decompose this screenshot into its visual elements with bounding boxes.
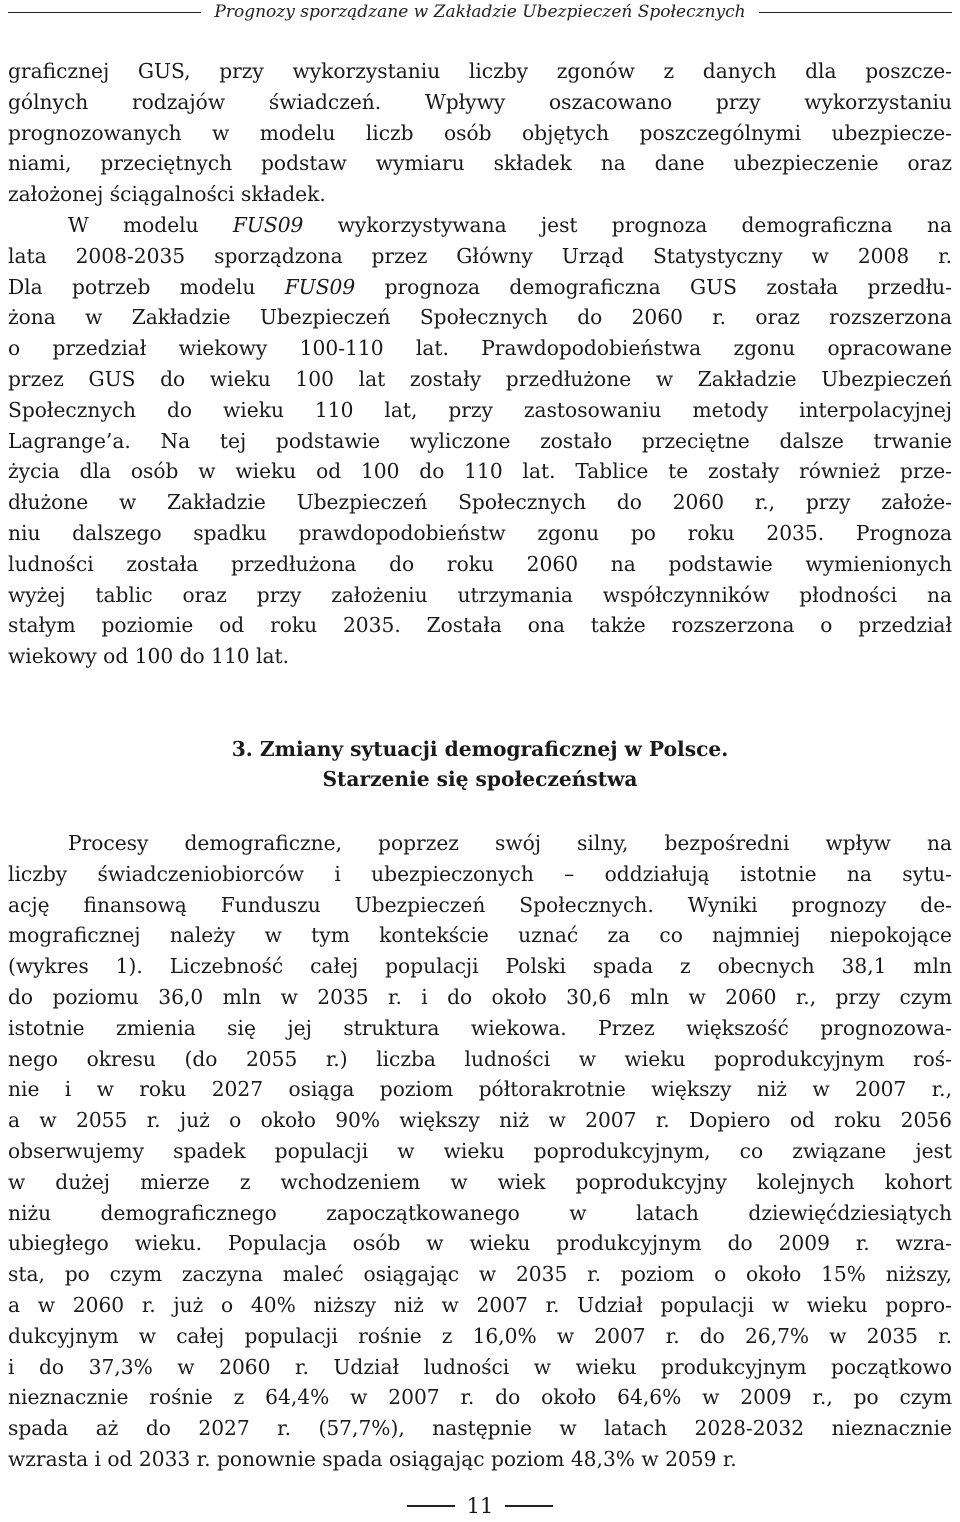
model-name: FUS09 bbox=[284, 274, 356, 299]
text-line: dłużone w Zakładzie Ubezpieczeń Społecznych do 2060 r., przy założe- bbox=[8, 490, 952, 515]
text-line: istotnie zmienia się jej struktura wiekowa. Przez większość prognozowa- bbox=[8, 1015, 952, 1040]
text-line: Procesy demograficzne, poprzez swój silny, bezpośredni wpływ na bbox=[68, 831, 952, 855]
page-number-value: 11 bbox=[466, 1494, 494, 1518]
text-line: liczby świadczeniobiorców i ubezpieczonych – oddziałują istotnie na sytu- bbox=[8, 861, 952, 886]
text-line: spada aż do 2027 r. (57,7%), następnie w latach 2028-2032 nieznacznie bbox=[8, 1416, 952, 1441]
page-number-dash-left bbox=[407, 1505, 455, 1507]
text-line: obserwujemy spadek populacji w wieku poprodukcyjnym, co związane jest bbox=[8, 1138, 952, 1163]
text-line: nie i w roku 2027 osiąga poziom półtorakrotnie większy niż w 2007 r., bbox=[8, 1077, 952, 1102]
text-block-bottom bbox=[8, 828, 952, 1475]
text-line: żona w Zakładzie Ubezpieczeń Społecznych do 2060 r. oraz rozszerzona bbox=[8, 305, 952, 330]
running-header bbox=[8, 0, 952, 24]
text-line: nieznacznie rośnie z 64,4% w 2007 r. do około 64,6% w 2009 r., po czym bbox=[8, 1385, 952, 1410]
text-line: do poziomu 36,0 mln w 2035 r. i do około 30,6 mln w 2060 r., przy czym bbox=[8, 984, 952, 1009]
model-name: FUS09 bbox=[232, 212, 304, 237]
header-rule-right bbox=[759, 12, 952, 13]
text-line: przez GUS do wieku 100 lat zostały przedłużone w Zakładzie Ubezpieczeń bbox=[8, 366, 952, 391]
text-line: lata 2008-2035 sporządzona przez Główny Urząd Statystyczny w 2008 r. bbox=[8, 243, 952, 268]
text-line: graficznej GUS, przy wykorzystaniu liczby zgonów z danych dla poszcze- bbox=[8, 59, 952, 83]
text-line: niu dalszego spadku prawdopodobieństw zgonu po roku 2035. Prognoza bbox=[8, 520, 952, 545]
text-line: nego okresu (do 2055 r.) liczba ludności w wieku poprodukcyjnym roś- bbox=[8, 1046, 952, 1071]
section-heading bbox=[0, 734, 960, 794]
text-line: stałym poziomie od roku 2035. Została ona także rozszerzona o przedział bbox=[8, 613, 952, 638]
section-title: 3. Zmiany sytuacji demograficznej w Polsce. bbox=[231, 737, 729, 761]
header-rule-left bbox=[8, 12, 201, 13]
text-line: Społecznych do wieku 110 lat, przy zastosowaniu metody interpolacyjnej bbox=[8, 397, 952, 422]
text-line: dukcyjnym w całej populacji rośnie z 16,0% w 2007 r. do 26,7% w 2035 r. bbox=[8, 1323, 952, 1348]
page-number bbox=[0, 1494, 960, 1518]
text-line: gólnych rodzajów świadczeń. Wpływy oszacowano przy wykorzystaniu bbox=[8, 89, 952, 114]
text-line: niżu demograficznego zapoczątkowanego w latach dziewięćdziesiątych bbox=[8, 1200, 952, 1225]
text-line: Dla potrzeb modelu FUS09 prognoza demograficzna GUS została przedłu- bbox=[8, 274, 952, 299]
text-line: i do 37,3% w 2060 r. Udział ludności w wieku produkcyjnym początkowo bbox=[8, 1354, 952, 1379]
paragraph-methodology bbox=[8, 56, 952, 210]
text-line: niami, przeciętnych podstaw wymiaru składek na dane ubezpieczenie oraz bbox=[8, 151, 952, 176]
text-line: prognozowanych w modelu liczb osób objętych poszczególnymi ubezpiecze- bbox=[8, 120, 952, 145]
text-line: wzrasta i od 2033 r. ponownie spada osiągając poziom 48,3% w 2059 r. bbox=[8, 1446, 737, 1471]
text-line: ubiegłego wieku. Populacja osób w wieku produkcyjnym do 2009 r. wzra- bbox=[8, 1231, 952, 1256]
text-line: ludności została przedłużona do roku 2060 na podstawie wymienionych bbox=[8, 551, 952, 576]
text-line: mograficznej należy w tym kontekście uznać za co najmniej niepokojące bbox=[8, 923, 952, 948]
page-number-dash-right bbox=[505, 1505, 553, 1507]
text-line: życia dla osób w wieku od 100 do 110 lat. Tablice te zostały również prze- bbox=[8, 459, 952, 484]
text-line: sta, po czym zaczyna maleć osiągając w 2035 r. poziom o około 15% niższy, bbox=[8, 1262, 952, 1287]
text-line: wyżej tablic oraz przy założeniu utrzymania współczynników płodności na bbox=[8, 582, 952, 607]
section-subtitle: Starzenie się społeczeństwa bbox=[322, 767, 638, 791]
text-line: Lagrange’a. Na tej podstawie wyliczone zostało przeciętne dalsze trwanie bbox=[8, 428, 952, 453]
paragraph-demographic-forecast bbox=[8, 210, 952, 672]
text-line: a w 2060 r. już o 40% niższy niż w 2007 r. Udział populacji w wieku popro- bbox=[8, 1292, 952, 1317]
running-title: Prognozy sporządzane w Zakładzie Ubezpieczeń Społecznych bbox=[214, 2, 746, 22]
text-line: założonej ściągalności składek. bbox=[8, 182, 326, 207]
text-line: w dużej mierze z wchodzeniem w wiek poprodukcyjny kolejnych kohort bbox=[8, 1169, 952, 1194]
text-line: o przedział wiekowy 100-110 lat. Prawdopodobieństwa zgonu opracowane bbox=[8, 336, 952, 361]
text-line: wiekowy od 100 do 110 lat. bbox=[8, 644, 290, 669]
text-line: W modelu FUS09 wykorzystywana jest prognoza demograficzna na bbox=[68, 212, 952, 237]
text-line: ację finansową Funduszu Ubezpieczeń Społecznych. Wyniki prognozy de- bbox=[8, 892, 952, 917]
text-line: (wykres 1). Liczebność całej populacji Polski spada z obecnych 38,1 mln bbox=[8, 954, 952, 979]
paragraph-demographic-changes bbox=[8, 828, 952, 1475]
text-line: a w 2055 r. już o około 90% większy niż w 2007 r. Dopiero od roku 2056 bbox=[8, 1108, 952, 1133]
text-block-top bbox=[8, 56, 952, 672]
